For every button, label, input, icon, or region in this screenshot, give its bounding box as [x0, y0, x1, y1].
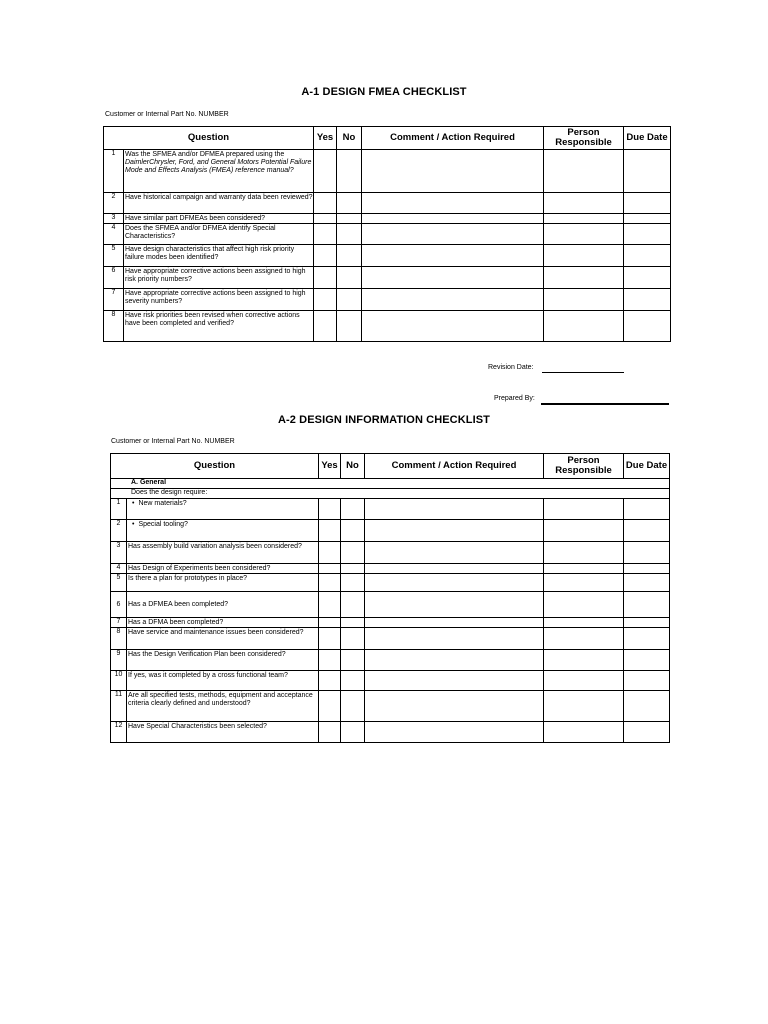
a2-comment-cell[interactable]: [365, 592, 544, 618]
a2-row-question: Has a DFMA been completed?: [127, 618, 319, 628]
a1-person-cell[interactable]: [544, 224, 624, 245]
a2-row-number: 12: [111, 722, 127, 743]
a2-person-cell[interactable]: [544, 671, 624, 691]
a2-no-cell[interactable]: [341, 592, 365, 618]
a2-person-cell[interactable]: [544, 499, 624, 520]
a2-header-person: Person Responsible: [544, 454, 624, 479]
a1-due-cell[interactable]: [624, 267, 671, 289]
a2-person-cell[interactable]: [544, 592, 624, 618]
a2-due-cell[interactable]: [624, 628, 670, 650]
a2-person-cell[interactable]: [544, 574, 624, 592]
a1-person-cell[interactable]: [544, 214, 624, 224]
a2-yes-cell[interactable]: [319, 691, 341, 722]
a1-no-cell[interactable]: [337, 193, 362, 214]
a1-question-text: Was the SFMEA and/or DFMEA prepared using the: [125, 151, 285, 158]
a2-comment-cell[interactable]: [365, 618, 544, 628]
a1-header-yes: Yes: [314, 127, 337, 150]
revision-date-line[interactable]: [542, 372, 624, 373]
a2-person-cell[interactable]: [544, 650, 624, 671]
a2-row-number: 8: [111, 628, 127, 650]
a1-header-question: Question: [104, 127, 314, 150]
prepared-by-line[interactable]: [541, 403, 669, 405]
a2-due-cell[interactable]: [624, 650, 670, 671]
a1-person-cell[interactable]: [544, 311, 624, 342]
a2-comment-cell[interactable]: [365, 671, 544, 691]
a1-row-number: 8: [104, 311, 124, 342]
a1-row-question: Does the SFMEA and/or DFMEA identify Special Characteristics?: [124, 224, 314, 245]
a2-yes-cell[interactable]: [319, 564, 341, 574]
a2-yes-cell[interactable]: [319, 618, 341, 628]
a1-due-cell[interactable]: [624, 150, 671, 193]
a1-row-question: [124, 150, 314, 193]
a1-yes-cell[interactable]: [314, 224, 337, 245]
a1-person-cell[interactable]: [544, 193, 624, 214]
a2-row-10: [111, 671, 670, 691]
a2-comment-cell[interactable]: [365, 722, 544, 743]
a1-yes-cell[interactable]: [314, 214, 337, 224]
a2-header-no: No: [341, 454, 365, 479]
a2-comment-cell[interactable]: [365, 628, 544, 650]
a1-row-number: 2: [104, 193, 124, 214]
a1-row-question: Have similar part DFMEAs been considered?: [124, 214, 314, 224]
a1-due-cell[interactable]: [624, 224, 671, 245]
a1-header-row: [104, 127, 671, 150]
a1-row-number: 3: [104, 214, 124, 224]
a2-no-cell[interactable]: [341, 542, 365, 564]
a2-due-cell[interactable]: [624, 574, 670, 592]
a2-yes-cell[interactable]: [319, 592, 341, 618]
a2-row-number: 4: [111, 564, 127, 574]
a2-row-question: Have service and maintenance issues been considered?: [127, 628, 319, 650]
a2-checklist-table: [110, 453, 670, 743]
a2-person-cell[interactable]: [544, 564, 624, 574]
a2-intro-row: [111, 489, 670, 499]
a1-due-cell[interactable]: [624, 245, 671, 267]
a1-due-cell[interactable]: [624, 214, 671, 224]
a2-row-question: If yes, was it completed by a cross functional team?: [127, 671, 319, 691]
a1-due-cell[interactable]: [624, 311, 671, 342]
a2-part-number-label: Customer or Internal Part No. NUMBER: [111, 438, 235, 445]
a2-row-question: • Special tooling?: [127, 520, 319, 542]
a2-row-12: [111, 722, 670, 743]
a2-no-cell[interactable]: [341, 691, 365, 722]
a2-row-number: 7: [111, 618, 127, 628]
a1-row-number: 7: [104, 289, 124, 311]
a1-row-number: 1: [104, 150, 124, 193]
a2-yes-cell[interactable]: [319, 574, 341, 592]
a1-row-question: Have appropriate corrective actions been assigned to high severity numbers?: [124, 289, 314, 311]
a1-row-question: Have historical campaign and warranty data been reviewed?: [124, 193, 314, 214]
a2-due-cell[interactable]: [624, 671, 670, 691]
a1-yes-cell[interactable]: [314, 245, 337, 267]
a2-comment-cell[interactable]: [365, 650, 544, 671]
a1-yes-cell[interactable]: [314, 267, 337, 289]
a1-part-number-label: Customer or Internal Part No. NUMBER: [105, 111, 229, 118]
a2-header-yes: Yes: [319, 454, 341, 479]
a2-row-4: [111, 564, 670, 574]
a2-row-question: Has the Design Verification Plan been considered?: [127, 650, 319, 671]
a1-no-cell[interactable]: [337, 224, 362, 245]
a2-no-cell[interactable]: [341, 671, 365, 691]
a1-row-1: [104, 150, 671, 193]
a1-person-cell[interactable]: [544, 245, 624, 267]
a1-row-question: Have design characteristics that affect high risk priority failure modes been identified?: [124, 245, 314, 267]
a2-no-cell[interactable]: [341, 650, 365, 671]
a1-question-italic: DaimlerChrysler, Ford, and General Motors Potential Failure Mode and Effects Analysis (FMEA) reference manual?: [125, 159, 312, 174]
a1-row-number: 4: [104, 224, 124, 245]
a2-comment-cell[interactable]: [365, 499, 544, 520]
a2-yes-cell[interactable]: [319, 520, 341, 542]
a1-yes-cell[interactable]: [314, 193, 337, 214]
a1-row-8: [104, 311, 671, 342]
a1-row-number: 6: [104, 267, 124, 289]
a2-person-cell[interactable]: [544, 691, 624, 722]
a2-row-11: [111, 691, 670, 722]
a2-row-number: 9: [111, 650, 127, 671]
a1-header-due: Due Date: [624, 127, 671, 150]
a1-row-7: [104, 289, 671, 311]
a2-row-question: Has a DFMEA been completed?: [127, 592, 319, 618]
a2-no-cell[interactable]: [341, 628, 365, 650]
a1-due-cell[interactable]: [624, 193, 671, 214]
a2-header-due: Due Date: [624, 454, 670, 479]
a2-no-cell[interactable]: [341, 499, 365, 520]
a2-due-cell[interactable]: [624, 564, 670, 574]
a1-row-number: 5: [104, 245, 124, 267]
a1-row-4: [104, 224, 671, 245]
a1-comment-cell[interactable]: [362, 150, 544, 193]
a2-row-question: Has assembly build variation analysis been considered?: [127, 542, 319, 564]
a1-due-cell[interactable]: [624, 289, 671, 311]
a2-row-7: [111, 618, 670, 628]
a2-row-question: Have Special Characteristics been selected?: [127, 722, 319, 743]
a2-comment-cell[interactable]: [365, 520, 544, 542]
a2-section-row: [111, 479, 670, 489]
a1-comment-cell[interactable]: [362, 224, 544, 245]
a2-person-cell[interactable]: [544, 542, 624, 564]
a2-no-cell[interactable]: [341, 618, 365, 628]
a2-yes-cell[interactable]: [319, 671, 341, 691]
a2-due-cell[interactable]: [624, 691, 670, 722]
a2-person-cell[interactable]: [544, 722, 624, 743]
a2-no-cell[interactable]: [341, 722, 365, 743]
a2-row-9: [111, 650, 670, 671]
a2-row-number: 2: [111, 520, 127, 542]
a1-comment-cell[interactable]: [362, 193, 544, 214]
a2-row-number: 11: [111, 691, 127, 722]
a2-row-3: [111, 542, 670, 564]
a2-due-cell[interactable]: [624, 520, 670, 542]
a2-comment-cell[interactable]: [365, 574, 544, 592]
a2-person-cell[interactable]: [544, 520, 624, 542]
a1-person-cell[interactable]: [544, 267, 624, 289]
a2-yes-cell[interactable]: [319, 722, 341, 743]
a1-no-cell[interactable]: [337, 150, 362, 193]
a1-header-no: No: [337, 127, 362, 150]
a2-yes-cell[interactable]: [319, 499, 341, 520]
a2-header-row: [111, 454, 670, 479]
a2-row-question: Has Design of Experiments been considered?: [127, 564, 319, 574]
a2-yes-cell[interactable]: [319, 542, 341, 564]
a2-header-comment: Comment / Action Required: [365, 454, 544, 479]
a2-person-cell[interactable]: [544, 628, 624, 650]
a1-row-5: [104, 245, 671, 267]
a1-row-2: [104, 193, 671, 214]
a2-no-cell[interactable]: [341, 574, 365, 592]
a1-comment-cell[interactable]: [362, 311, 544, 342]
a2-due-cell[interactable]: [624, 542, 670, 564]
a1-no-cell[interactable]: [337, 311, 362, 342]
a2-comment-cell[interactable]: [365, 542, 544, 564]
a1-no-cell[interactable]: [337, 289, 362, 311]
a2-section-label: A. General: [111, 479, 670, 489]
a2-row-5: [111, 574, 670, 592]
a1-person-cell[interactable]: [544, 150, 624, 193]
a2-row-1: [111, 499, 670, 520]
a1-header-person: Person Responsible: [544, 127, 624, 150]
a2-comment-cell[interactable]: [365, 564, 544, 574]
a1-row-3: [104, 214, 671, 224]
a2-comment-cell[interactable]: [365, 691, 544, 722]
a2-row-2: [111, 520, 670, 542]
a1-row-6: [104, 267, 671, 289]
a2-person-cell[interactable]: [544, 618, 624, 628]
a2-row-number: 10: [111, 671, 127, 691]
a2-due-cell[interactable]: [624, 618, 670, 628]
a1-no-cell[interactable]: [337, 245, 362, 267]
revision-date-label: Revision Date:: [488, 364, 534, 371]
a1-no-cell[interactable]: [337, 267, 362, 289]
a1-no-cell[interactable]: [337, 214, 362, 224]
a1-checklist-table: [103, 126, 671, 342]
a2-due-cell[interactable]: [624, 499, 670, 520]
a2-row-number: 3: [111, 542, 127, 564]
a2-header-question: Question: [111, 454, 319, 479]
a1-yes-cell[interactable]: [314, 311, 337, 342]
a2-no-cell[interactable]: [341, 520, 365, 542]
a2-row-8: [111, 628, 670, 650]
a1-yes-cell[interactable]: [314, 289, 337, 311]
a2-no-cell[interactable]: [341, 564, 365, 574]
a2-row-number: 5: [111, 574, 127, 592]
a1-comment-cell[interactable]: [362, 267, 544, 289]
prepared-by-label: Prepared By:: [494, 395, 535, 402]
a1-person-cell[interactable]: [544, 289, 624, 311]
a1-row-question: Have appropriate corrective actions been assigned to high risk priority numbers?: [124, 267, 314, 289]
a1-comment-cell[interactable]: [362, 289, 544, 311]
a2-title: A-2 DESIGN INFORMATION CHECKLIST: [278, 414, 490, 426]
a2-due-cell[interactable]: [624, 722, 670, 743]
a2-row-number: 1: [111, 499, 127, 520]
a1-yes-cell[interactable]: [314, 150, 337, 193]
a2-yes-cell[interactable]: [319, 650, 341, 671]
a2-section-intro: Does the design require:: [111, 489, 670, 499]
a2-yes-cell[interactable]: [319, 628, 341, 650]
a2-due-cell[interactable]: [624, 592, 670, 618]
a1-row-question: Have risk priorities been revised when corrective actions have been completed and verified?: [124, 311, 314, 342]
a2-row-question: • New materials?: [127, 499, 319, 520]
a1-title: A-1 DESIGN FMEA CHECKLIST: [301, 86, 467, 98]
a2-row-question: Is there a plan for prototypes in place?: [127, 574, 319, 592]
a1-comment-cell[interactable]: [362, 245, 544, 267]
a2-row-question: Are all specified tests, methods, equipment and acceptance criteria clearly defined and understood?: [127, 691, 319, 722]
a2-row-number: 6: [111, 592, 127, 618]
a1-header-comment: Comment / Action Required: [362, 127, 544, 150]
a2-row-6: [111, 592, 670, 618]
a1-comment-cell[interactable]: [362, 214, 544, 224]
